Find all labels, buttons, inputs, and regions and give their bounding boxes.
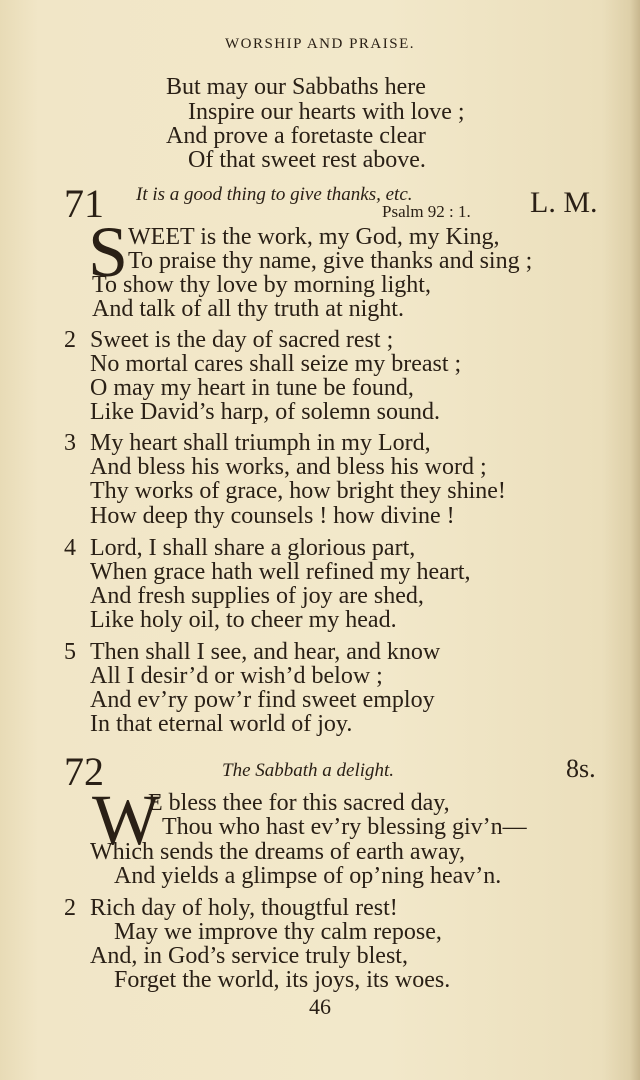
hymn-72-v2-line-3: And, in God’s service truly blest, xyxy=(90,943,408,969)
hymn-72-verse-2-number: 2 xyxy=(64,895,76,921)
hymn-72-meter: 8s. xyxy=(566,754,596,783)
hymn-71-v5-line-4: In that eternal world of joy. xyxy=(90,711,353,737)
hymn-72-v1-line-1: E bless thee for this sacred day, xyxy=(148,790,450,816)
hymn-71-v2-line-1: Sweet is the day of sacred rest ; xyxy=(90,327,394,353)
hymn-71-v4-line-4: Like holy oil, to cheer my head. xyxy=(90,607,397,633)
hymn-71-verse-2-number: 2 xyxy=(64,327,76,353)
hymn-71-v2-line-3: O may my heart in tune be found, xyxy=(90,375,414,401)
running-head: WORSHIP AND PRAISE. xyxy=(224,36,416,52)
hymn-72-v2-line-1: Rich day of holy, thougtful rest! xyxy=(90,895,398,921)
hymn-72-v1-line-3: Which sends the dreams of earth away, xyxy=(90,839,465,865)
hymn-71-v1-line-2: To praise thy name, give thanks and sing ; xyxy=(128,248,533,274)
hymn-71-number: 71 xyxy=(64,181,104,226)
continuation-line-4: Of that sweet rest above. xyxy=(188,147,426,173)
hymn-72-v2-line-2: May we improve thy calm repose, xyxy=(114,919,442,945)
hymn-71-v3-line-4: How deep thy counsels ! how divine ! xyxy=(90,503,455,529)
hymn-71-v3-line-2: And bless his works, and bless his word ; xyxy=(90,454,487,480)
hymn-71-v2-line-4: Like David’s harp, of solemn sound. xyxy=(90,399,440,425)
page-edge-shadow xyxy=(630,0,640,1080)
hymn-71-verse-4-number: 4 xyxy=(64,535,76,561)
hymn-71-v5-line-2: All I desir’d or wish’d below ; xyxy=(90,663,383,689)
hymn-71-v1-line-3: To show thy love by morning light, xyxy=(92,272,431,298)
continuation-line-2: Inspire our hearts with love ; xyxy=(188,99,465,125)
hymn-71-v1-line-1: WEET is the work, my God, my King, xyxy=(128,224,500,250)
hymn-71-meter: L. M. xyxy=(530,186,598,219)
hymn-71-v5-line-1: Then shall I see, and hear, and know xyxy=(90,639,441,665)
page-number: 46 xyxy=(309,994,331,1019)
hymn-71-v3-line-1: My heart shall triumph in my Lord, xyxy=(90,430,431,456)
hymn-71-verse-3-number: 3 xyxy=(64,430,76,456)
hymn-71-v4-line-3: And fresh supplies of joy are shed, xyxy=(90,583,424,609)
hymn-71-v4-line-1: Lord, I shall share a glorious part, xyxy=(90,535,416,561)
hymn-71-title: It is a good thing to give thanks, etc. xyxy=(136,184,413,205)
continuation-line-1: But may our Sabbaths here xyxy=(166,74,426,100)
hymn-71-v4-line-2: When grace hath well refined my heart, xyxy=(90,559,471,585)
hymn-71-psalm-reference: Psalm 92 : 1. xyxy=(382,202,471,221)
hymn-71-dropcap: S xyxy=(88,212,129,292)
hymn-71-v5-line-3: And ev’ry pow’r find sweet employ xyxy=(90,687,435,713)
hymn-72-number: 72 xyxy=(64,749,104,794)
hymn-72-title: The Sabbath a delight. xyxy=(222,760,395,781)
hymn-71-v3-line-3: Thy works of grace, how bright they shine! xyxy=(90,478,506,504)
hymn-71-v1-line-4: And talk of all thy truth at night. xyxy=(92,296,404,322)
continuation-line-3: And prove a foretaste clear xyxy=(166,123,426,149)
hymn-71-verse-5-number: 5 xyxy=(64,639,76,665)
hymn-72-dropcap: W xyxy=(92,780,160,860)
hymn-72-v1-line-4: And yields a glimpse of op’ning heav’n. xyxy=(114,863,502,889)
hymn-72-v2-line-4: Forget the world, its joys, its woes. xyxy=(114,967,451,993)
hymn-71-v2-line-2: No mortal cares shall seize my breast ; xyxy=(90,351,462,377)
hymn-72-v1-line-2: Thou who hast ev’ry blessing giv’n— xyxy=(162,814,527,840)
